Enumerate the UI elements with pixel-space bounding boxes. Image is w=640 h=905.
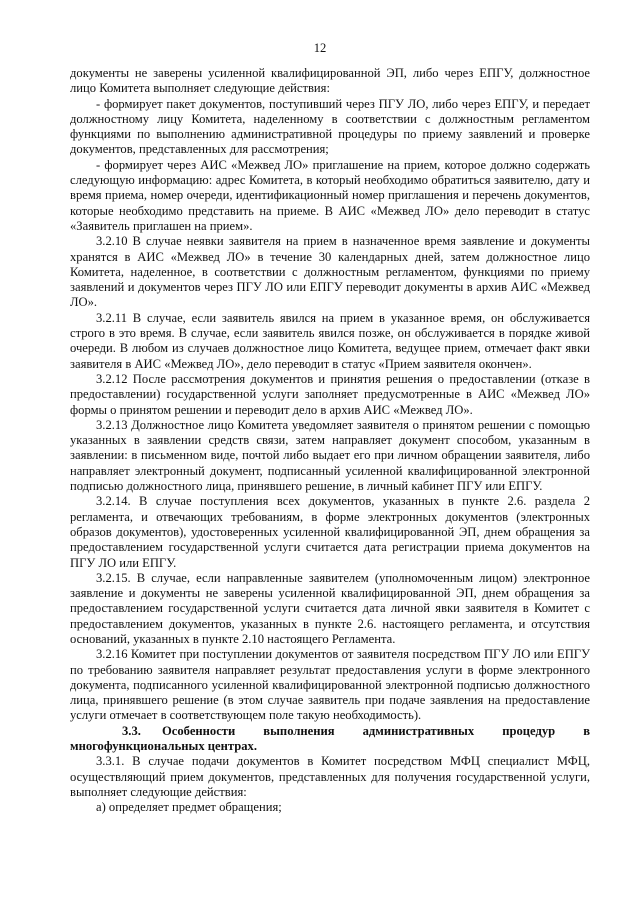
paragraph-continuation: документы не заверены усиленной квалифицированной ЭП, либо через ЕПГУ, должностное лицо Комитета выполняет следующие действия:: [70, 66, 590, 96]
clause-3-2-15: 3.2.15. В случае, если направленные заявителем (уполномоченным лицом) электронное заявление и документы не заверены усиленной квалифицированной ЭП, днем обращения за предоставлением государственной услуги считается дата личной явки заявителя в Комитет с предоставлением документов, указанных в пункте 2.6. настоящего регламента, и отсутствия оснований, указанных в пункте 2.10 настоящего Регламента.: [70, 570, 590, 646]
section-heading-text: Особенности выполнения административных процедур в многофункциональных центрах.: [70, 723, 590, 754]
clause-3-2-11: 3.2.11 В случае, если заявитель явился на прием в указанное время, он обслуживается строго в это время. В случае, если заявитель явился позже, он обслуживается в порядке живой очереди. В любом из случаев должностное лицо Комитета, ведущее прием, отмечает факт явки заявителя в АИС «Межвед ЛО», дело переводит в статус «Прием заявителя окончен».: [70, 310, 590, 371]
clause-3-2-13: 3.2.13 Должностное лицо Комитета уведомляет заявителя о принятом решении с помощью указанных в заявлении средств связи, затем направляет документ способом, указанным в заявлении: в письменном виде, почтой либо выдает его при личном обращении заявителя, либо направляет электронный документ, подписанный усиленной квалифицированной электронной подписью должностного лица, принявшего решение, в личный кабинет ПГУ или ЕПГУ.: [70, 417, 590, 494]
clause-3-2-12: 3.2.12 После рассмотрения документов и принятия решения о предоставлении (отказе в предоставлении) государственной услуги заполняет предусмотренные в АИС «Межвед ЛО» формы о принятом решении и переводит дело в архив АИС «Межвед ЛО».: [70, 371, 590, 417]
document-body: [70, 66, 590, 816]
clause-3-2-16: 3.2.16 Комитет при поступлении документов от заявителя посредством ПГУ ЛО или ЕПГУ по требованию заявителя направляет результат предоставления услуги в форме электронного документа, подписанного усиленной квалифицированной электронной подписью должностного лица, принявшего решение (в этом случае заявитель при подаче заявления на предоставление услуги отмечает в соответствующем поле такую необходимость).: [70, 647, 590, 723]
section-heading-number: 3.3.: [122, 723, 141, 738]
clause-3-2-10: 3.2.10 В случае неявки заявителя на прием в назначенное время заявление и документы хранятся в АИС «Межвед ЛО» в течение 30 календарных дней, затем должностное лицо Комитета, наделенное, в соответствии с должностным регламентом, функциями по приему заявлений и документов через ПГУ ЛО или ЕПГУ переводит документы в архив АИС «Межвед ЛО».: [70, 234, 590, 310]
section-heading-3-3: [70, 724, 590, 755]
list-item-a: а) определяет предмет обращения;: [96, 800, 282, 815]
page-number: 12: [313, 41, 327, 55]
list-item-form-package: - формирует пакет документов, поступивший через ПГУ ЛО, либо через ЕПГУ, и передает должностному лицу Комитета, наделенному в соответствии с должностным регламентом функциями по выполнению административной процедуры по приему заявлений и проверке документов, представленных для рассмотрения;: [70, 96, 590, 157]
clause-3-3-1: 3.3.1. В случае подачи документов в Комитет посредством МФЦ специалист МФЦ, осуществляющий прием документов, представленных для получения государственной услуги, выполняет следующие действия:: [70, 754, 590, 799]
list-item-form-invitation: - формирует через АИС «Межвед ЛО» приглашение на прием, которое должно содержать следующую информацию: адрес Комитета, в который необходимо обратиться заявителю, дату и время приема, номер очереди, идентификационный номер приглашения и перечень документов, которые необходимо представить на приеме. В АИС «Межвед ЛО» дело переводит в статус «Заявитель приглашен на прием».: [70, 157, 590, 233]
clause-3-2-14: 3.2.14. В случае поступления всех документов, указанных в пункте 2.6. раздела 2 регламента, и отвечающих требованиям, в форме электронных документов (электронных образов документов), удостоверенных усиленной квалифицированной ЭП, днем обращения за предоставлением государственной услуги считается дата регистрации приема документов на ПГУ ЛО или ЕПГУ.: [70, 494, 590, 570]
